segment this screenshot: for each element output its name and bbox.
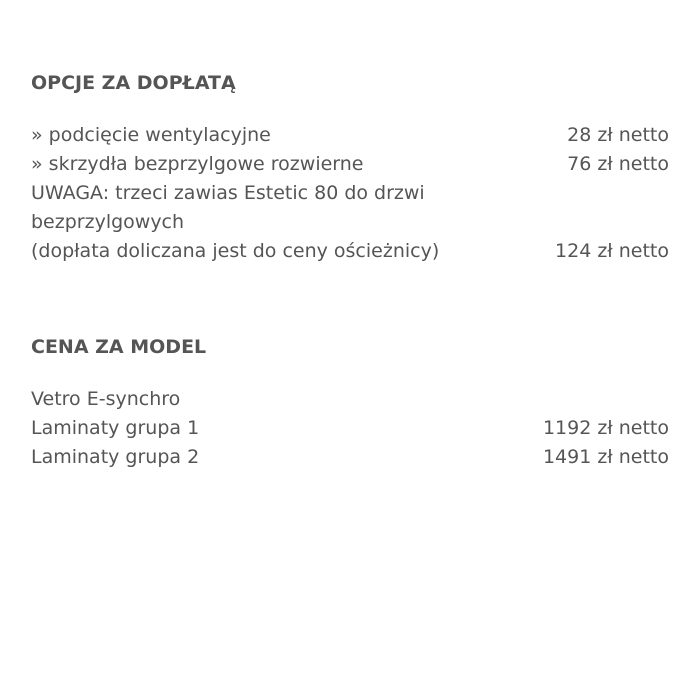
model-variant-label: Laminaty grupa 2 — [31, 446, 200, 468]
model-row-group-1 — [31, 414, 669, 443]
options-heading: OPCJE ZA DOPŁATĄ — [31, 72, 236, 94]
option-row-ventilation-undercut — [31, 121, 669, 150]
option-price: 124 zł netto — [555, 240, 669, 262]
option-label: » podcięcie wentylacyjne — [31, 124, 271, 146]
model-price-list — [31, 385, 669, 472]
model-price-heading: CENA ZA MODEL — [31, 336, 207, 358]
option-label: (dopłata doliczana jest do ceny ościeżnicy) — [31, 240, 440, 262]
options-list — [31, 121, 669, 266]
option-label: » skrzydła bezprzylgowe rozwierne — [31, 153, 364, 175]
option-row-note — [31, 179, 669, 237]
option-row-frame-surcharge — [31, 237, 669, 266]
option-row-flush-leaf — [31, 150, 669, 179]
model-row-name — [31, 385, 669, 414]
option-note-label: UWAGA: trzeci zawias Estetic 80 do drzwi bezprzylgowych — [31, 182, 425, 233]
model-price: 1491 zł netto — [542, 446, 669, 468]
option-price: 76 zł netto — [567, 153, 669, 175]
model-variant-label: Laminaty grupa 1 — [31, 417, 200, 439]
model-price: 1192 zł netto — [542, 417, 669, 439]
model-row-group-2 — [31, 443, 669, 472]
model-name: Vetro E-synchro — [31, 388, 181, 410]
option-price: 28 zł netto — [567, 124, 669, 146]
